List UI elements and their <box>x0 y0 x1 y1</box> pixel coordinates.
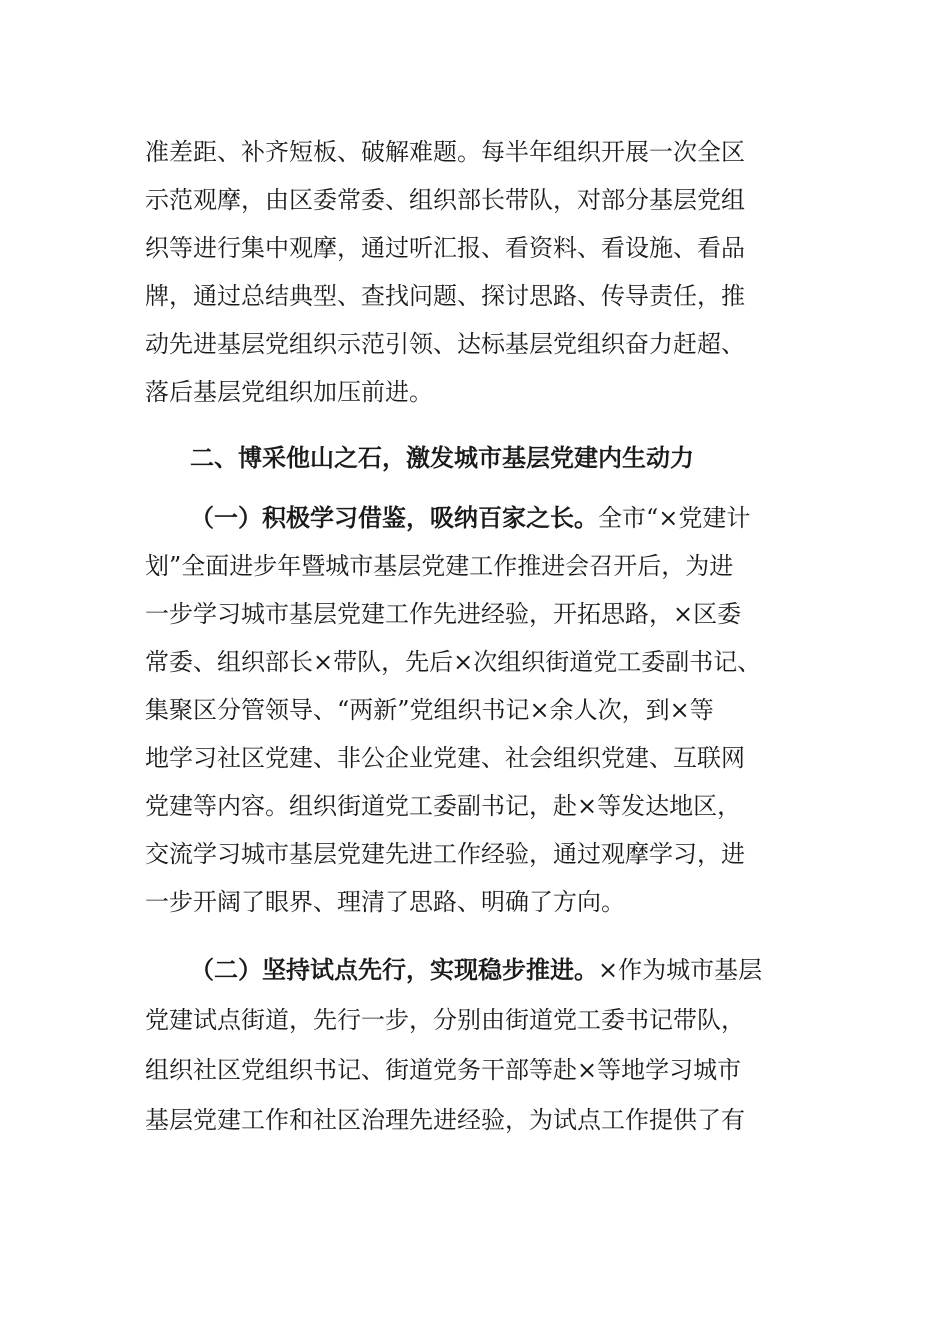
paragraph-2-line-5: 集聚区分管领导、“两新”党组织书记×余人次，到×等 <box>145 696 714 724</box>
paragraph-2-lead: （一）积极学习借鉴，吸纳百家之长。 <box>190 504 598 532</box>
section-2-heading: 二、博采他山之石，激发城市基层党建内生动力 <box>190 444 694 472</box>
paragraph-3-line-2: 党建试点街道，先行一步，分别由街道党工委书记带队， <box>145 1006 745 1034</box>
paragraph-2-first-line-rest: 全市“×党建计 <box>598 504 751 532</box>
paragraph-1-line-2: 示范观摩，由区委常委、组织部长带队，对部分基层党组 <box>145 186 745 214</box>
paragraph-2-line-1 <box>190 502 750 534</box>
paragraph-1-line-4: 牌，通过总结典型、查找问题、探讨思路、传导责任，推 <box>145 282 745 310</box>
paragraph-1-line-5: 动先进基层党组织示范引领、达标基层党组织奋力赶超、 <box>145 330 745 358</box>
paragraph-2-line-9: 一步开阔了眼界、理清了思路、明确了方向。 <box>145 888 625 916</box>
paragraph-3-line-3: 组织社区党组织书记、街道党务干部等赴×等地学习城市 <box>145 1056 742 1084</box>
paragraph-3-line-4: 基层党建工作和社区治理先进经验，为试点工作提供了有 <box>145 1106 745 1134</box>
paragraph-2-line-7: 党建等内容。组织街道党工委副书记，赴×等发达地区， <box>145 792 742 820</box>
paragraph-2-line-8: 交流学习城市基层党建先进工作经验，通过观摩学习，进 <box>145 840 745 868</box>
paragraph-1-line-3: 织等进行集中观摩，通过听汇报、看资料、看设施、看品 <box>145 234 745 262</box>
paragraph-1-line-6: 落后基层党组织加压前进。 <box>145 378 433 406</box>
paragraph-3-lead: （二）坚持试点先行，实现稳步推进。 <box>190 956 598 984</box>
paragraph-3-first-line-rest: ×作为城市基层 <box>598 956 763 984</box>
paragraph-2-line-4: 常委、组织部长×带队，先后×次组织街道党工委副书记、 <box>145 648 762 676</box>
paragraph-3-line-1 <box>190 954 762 986</box>
paragraph-2-line-2: 划”全面进步年暨城市基层党建工作推进会召开后，为进 <box>145 552 734 580</box>
paragraph-2-line-6: 地学习社区党建、非公企业党建、社会组织党建、互联网 <box>145 744 745 772</box>
paragraph-1-line-1: 准差距、补齐短板、破解难题。每半年组织开展一次全区 <box>145 138 745 166</box>
paragraph-2-line-3: 一步学习城市基层党建工作先进经验，开拓思路，×区委 <box>145 600 742 628</box>
